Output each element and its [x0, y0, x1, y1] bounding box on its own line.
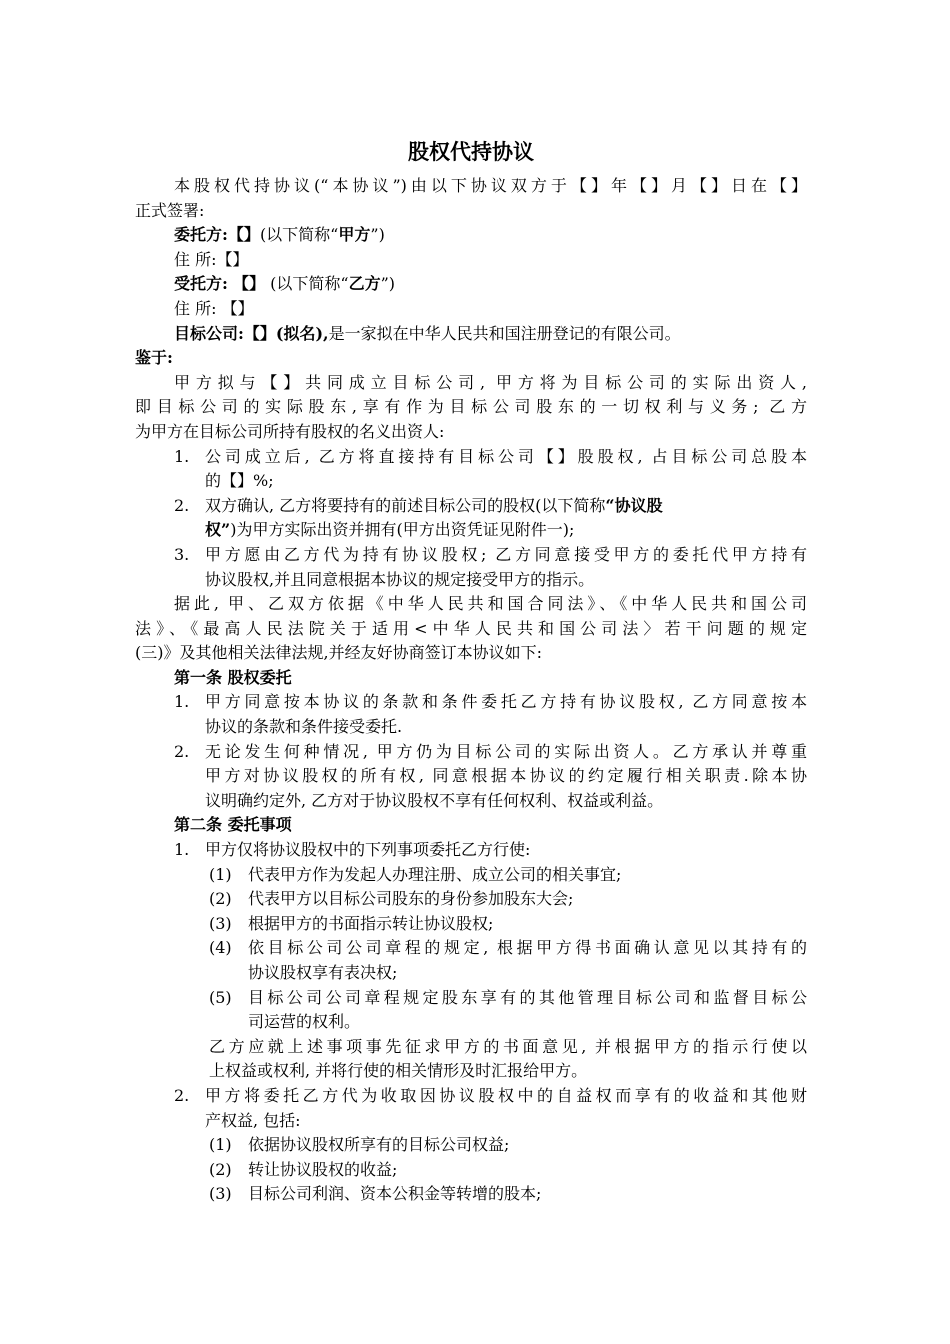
- item-text: 甲方对协议股权的所有权, 同意根据本协议的约定履行相关职责.除本协: [205, 766, 807, 786]
- whereas-item: [135, 445, 807, 470]
- sub-item: [135, 912, 807, 937]
- item-number: 3.: [174, 544, 190, 564]
- target-company-label: 目标公司:【】(拟名),: [174, 323, 329, 343]
- sub-item-number: (2): [209, 1159, 232, 1179]
- document-page: [135, 132, 807, 1207]
- sub-item-text: 目标公司公司章程规定股东享有的其他管理目标公司和监督目标公: [248, 987, 807, 1007]
- party-b-alias-pre: (以下简称“: [270, 274, 349, 294]
- party-a-alias-post: ”): [370, 225, 385, 245]
- article-1-heading: 第一条 股权委托: [174, 667, 292, 687]
- sub-item: [135, 936, 807, 961]
- item-number: 2.: [174, 741, 190, 761]
- sub-item: [135, 986, 807, 1011]
- whereas-line-3: 为甲方在目标公司所持有股权的名义出资人:: [135, 421, 445, 441]
- party-b: [135, 272, 807, 297]
- target-company-text: 是一家拟在中华人民共和国注册登记的有限公司。: [328, 323, 681, 343]
- sub-item-number: (4): [209, 938, 232, 958]
- basis-line-3: (三)》及其他相关法律法规,并经友好协商签订本协议如下:: [135, 643, 542, 663]
- sub-item-number: (3): [209, 1184, 232, 1204]
- sub-item-text: 代表甲方作为发起人办理注册、成立公司的相关事宜;: [248, 864, 622, 884]
- sub-item-number: (1): [209, 1135, 232, 1155]
- whereas-item: [135, 494, 807, 519]
- sub-item-text: 根据甲方的书面指示转让协议股权;: [248, 913, 494, 933]
- whereas-label: 鉴于:: [135, 348, 173, 368]
- article-2-heading: 第二条 委托事项: [174, 815, 292, 835]
- sub-item: [135, 1133, 807, 1158]
- party-b-value: 【】: [233, 274, 266, 294]
- sub-item-text: 目标公司利润、资本公积金等转增的股本;: [248, 1184, 542, 1204]
- intro-line-1: 本股权代持协议(“本协议”)由以下协议双方于【】年【】月【】日在【】: [174, 176, 807, 195]
- item-text: 协议股权,并且同意根据本协议的规定接受甲方的指示。: [205, 569, 595, 589]
- item-text: [135, 518, 807, 543]
- party-a-alias: 甲方: [338, 225, 371, 245]
- item-number: 1.: [174, 446, 190, 466]
- item-text-bold: 权”: [205, 520, 231, 540]
- sub-item-text: 转让协议股权的收益;: [248, 1159, 398, 1179]
- intro-line-2: 正式签署:: [135, 200, 205, 220]
- item-text: 甲方仅将协议股权中的下列事项委托乙方行使:: [205, 840, 531, 860]
- party-b-alias-post: ”): [380, 274, 395, 294]
- sub-item-number: (5): [209, 987, 232, 1007]
- party-a: [135, 223, 807, 248]
- item-text-part: )为甲方实际出资并拥有(甲方出资凭证见附件一);: [230, 520, 575, 540]
- item-number: 1.: [174, 692, 190, 712]
- party-b-address: 住 所: 【】: [174, 298, 254, 318]
- sub-item-number: (1): [209, 864, 232, 884]
- item-text: [135, 494, 807, 519]
- sub-item-text: 司运营的权利。: [248, 1012, 361, 1032]
- party-a-address: 住 所:【】: [174, 249, 249, 269]
- item-text-bold: “协议股: [605, 495, 663, 515]
- item-text: 议明确约定外, 乙方对于协议股权不享有任何权利、权益或利益。: [205, 790, 664, 810]
- item-text: 产权益, 包括:: [205, 1110, 301, 1130]
- sub-item-text: 依据协议股权所享有的目标公司权益;: [248, 1135, 510, 1155]
- item-text: 甲方将委托乙方代为收取因协议股权中的自益权而享有的收益和其他财: [205, 1085, 807, 1105]
- sub-item: [135, 863, 807, 888]
- sub-item-number: (3): [209, 913, 232, 933]
- document-title: 股权代持协议: [408, 139, 534, 164]
- article-item: [135, 838, 807, 863]
- sub-item-text: 协议股权享有表决权;: [248, 963, 398, 982]
- item-text: 协议的条款和条件接受委托.: [205, 717, 403, 737]
- item-number: 2.: [174, 495, 190, 515]
- item-number: 2.: [174, 1085, 190, 1105]
- sub-item-text: 依目标公司公司章程的规定, 根据甲方得书面确认意见以其持有的: [248, 938, 807, 958]
- basis-line-1: 据此, 甲、乙双方依据《中华人民共和国合同法》、《中华人民共和国公司: [174, 594, 807, 614]
- sub-item-number: (2): [209, 889, 232, 909]
- sub-item: [135, 887, 807, 912]
- whereas-item: [135, 543, 807, 568]
- item-text: 甲方同意按本协议的条款和条件委托乙方持有协议股权, 乙方同意按本: [205, 692, 807, 712]
- party-a-alias-pre: (以下简称“: [259, 225, 339, 245]
- note-text: 上权益或权利, 并将行使的相关情形及时汇报给甲方。: [209, 1061, 588, 1081]
- sub-item: [135, 1182, 807, 1207]
- sub-item: [135, 1158, 807, 1183]
- article-item: [135, 740, 807, 765]
- item-text: 无论发生何种情况, 甲方仍为目标公司的实际出资人。乙方承认并尊重: [205, 741, 807, 761]
- article-item: [135, 1084, 807, 1109]
- item-text: 的【】%;: [205, 471, 274, 491]
- whereas-line-1: 甲方拟与【】共同成立目标公司, 甲方将为目标公司的实际出资人,: [174, 372, 807, 392]
- item-number: 1.: [174, 840, 190, 860]
- article-item: [135, 690, 807, 715]
- party-a-value: 【】: [227, 225, 260, 245]
- item-text: 公司成立后, 乙方将直接持有目标公司【】股股权, 占目标公司总股本: [205, 446, 807, 466]
- item-text-part: 双方确认, 乙方将要持有的前述目标公司的股权(以下简称: [205, 495, 606, 515]
- party-b-alias: 乙方: [348, 274, 381, 294]
- target-company: [135, 322, 807, 347]
- whereas-line-2: 即目标公司的实际股东,享有作为目标公司股东的一切权利与义务; 乙方: [135, 397, 807, 417]
- basis-line-2: 法》、《最高人民法院关于适用<中华人民共和国公司法〉若干问题的规定: [135, 618, 807, 638]
- party-b-label: 受托方:: [174, 274, 228, 294]
- note-text: 乙方应就上述事项事先征求甲方的书面意见, 并根据甲方的指示行使以: [209, 1036, 807, 1056]
- sub-item-text: 代表甲方以目标公司股东的身份参加股东大会;: [248, 889, 574, 909]
- party-a-label: 委托方:: [174, 225, 228, 245]
- item-text: 甲方愿由乙方代为持有协议股权; 乙方同意接受甲方的委托代甲方持有: [205, 544, 807, 564]
